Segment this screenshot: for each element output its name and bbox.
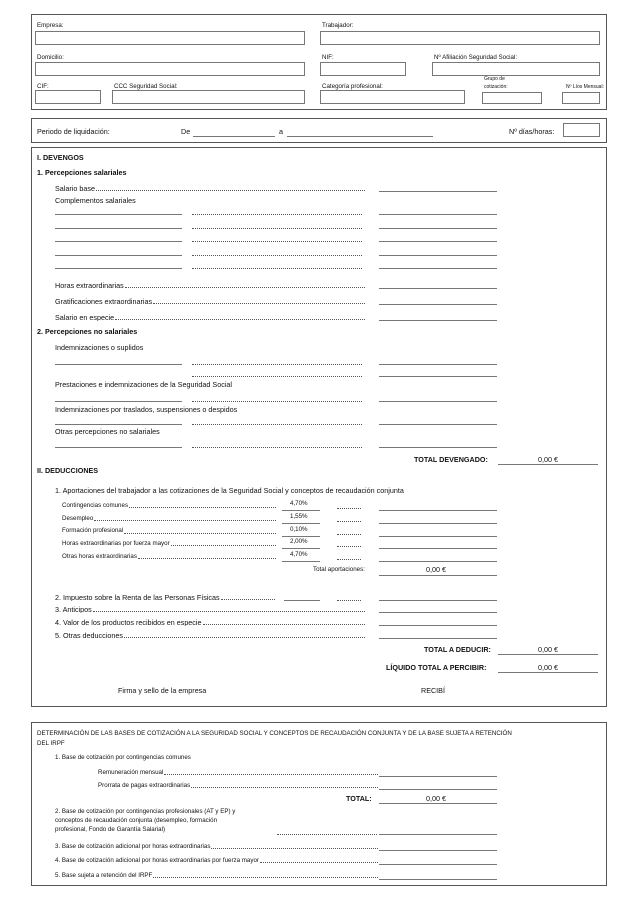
otras-percepciones-name[interactable] — [55, 447, 182, 448]
aportacion-row-dots — [337, 521, 361, 522]
periodo-de-label: De — [181, 127, 191, 136]
aportacion-row-amount[interactable] — [379, 548, 497, 549]
bases-title-l2: DEL IRPF — [37, 740, 65, 747]
remuneracion-amount[interactable] — [379, 776, 497, 777]
liquido-value: 0,00 € — [538, 663, 558, 672]
aportacion-row-pct-line — [282, 548, 320, 549]
horas-extra-amount[interactable] — [379, 288, 497, 289]
salario-base-amount[interactable] — [379, 191, 497, 192]
aportacion-row-amount[interactable] — [379, 536, 497, 537]
base-2-label-l1: 2. Base de cotización por contingencias profesionales (AT y EP) y — [55, 808, 236, 815]
deducciones-title: II. DEDUCCIONES — [37, 466, 99, 475]
anticipos-label: 3. Anticipos — [55, 604, 365, 613]
aportacion-row-label: Contingencias comunes — [62, 501, 276, 509]
base-4-amount[interactable] — [379, 864, 497, 865]
aportacion-row-pct: 2,00% — [290, 538, 308, 546]
otras-deducciones-label: 5. Otras deducciones — [55, 630, 365, 639]
recibi-label: RECIBÍ — [421, 686, 445, 695]
otras-percepciones-amount[interactable] — [379, 447, 497, 448]
complemento-amount-1[interactable] — [379, 214, 497, 215]
base-5-label: 5. Base sujeta a retención del IRPF — [55, 871, 378, 879]
salario-especie-label: Salario en especie — [55, 312, 365, 321]
base-5-amount[interactable] — [379, 879, 497, 880]
prestaciones-amount[interactable] — [379, 401, 497, 402]
base-2-amount[interactable] — [379, 834, 497, 835]
salario-base-label: Salario base — [55, 183, 365, 192]
indemnizaciones-dots-1 — [192, 364, 362, 365]
horas-extra-label: Horas extraordinarias — [55, 280, 365, 289]
bases-total-value: 0,00 € — [426, 794, 446, 803]
salariales-title: 1. Percepciones salariales — [37, 168, 127, 177]
bases-total-line — [379, 803, 497, 804]
bases-total-label: TOTAL: — [346, 794, 372, 803]
total-deducir-value: 0,00 € — [538, 645, 558, 654]
domicilio-label: Domicilio: — [37, 54, 64, 61]
remuneracion-label: Remuneración mensual — [98, 768, 378, 776]
aportaciones-title: 1. Aportaciones del trabajador a las cotizaciones de la Seguridad Social y conceptos de recaudación conjunta — [55, 486, 404, 495]
traslados-dots — [192, 424, 362, 425]
aportacion-row-pct: 1,55% — [290, 512, 308, 520]
aportacion-row-pct: 4,70% — [290, 500, 308, 507]
trabajador-field[interactable] — [320, 31, 600, 45]
base-3-label: 3. Base de cotización adicional por horas extraordinarias — [55, 842, 378, 850]
deduccion-especie-label: 4. Valor de los productos recibidos en especie — [55, 617, 365, 626]
dias-field[interactable] — [563, 123, 600, 137]
prestaciones-dots — [192, 401, 362, 402]
grupo-label-l2: cotización: — [484, 84, 508, 90]
aportacion-row-label: Otras horas extraordinarias — [62, 552, 276, 560]
anticipos-amount[interactable] — [379, 612, 497, 613]
otras-percepciones-label: Otras percepciones no salariales — [55, 427, 160, 436]
cif-label: CIF: — [37, 83, 49, 90]
complemento-amount-3[interactable] — [379, 241, 497, 242]
aportacion-row-amount[interactable] — [379, 561, 497, 562]
irpf-dots — [337, 600, 361, 601]
irpf-pct[interactable] — [284, 600, 320, 601]
base-4-label: 4. Base de cotización adicional por horas extraordinarias por fuerza mayor — [55, 856, 378, 864]
indemnizaciones-name-1[interactable] — [55, 364, 182, 365]
indemnizaciones-dots-2 — [192, 376, 362, 377]
complemento-dots-3 — [192, 241, 362, 242]
aportacion-row-pct-line — [282, 523, 320, 524]
traslados-name[interactable] — [55, 424, 182, 425]
complemento-dots-4 — [192, 255, 362, 256]
indemnizaciones-amount-1[interactable] — [379, 364, 497, 365]
cif-field[interactable] — [35, 90, 101, 104]
complemento-name-1[interactable] — [55, 214, 182, 215]
complemento-amount-5[interactable] — [379, 268, 497, 269]
prestaciones-label: Prestaciones e indemnizaciones de la Seguridad Social — [55, 380, 232, 389]
otras-deducciones-amount[interactable] — [379, 638, 497, 639]
periodo-a-field[interactable] — [287, 136, 433, 137]
no-salariales-title: 2. Percepciones no salariales — [37, 327, 138, 336]
afiliacion-field[interactable] — [432, 62, 600, 76]
trabajador-label: Trabajador: — [322, 22, 354, 29]
antiguedad-field[interactable] — [562, 92, 600, 104]
firma-label: Firma y sello de la empresa — [118, 686, 207, 695]
empresa-field[interactable] — [35, 31, 305, 45]
irpf-amount[interactable] — [379, 600, 497, 601]
gratificaciones-label: Gratificaciones extraordinarias — [55, 296, 365, 305]
ccc-label: CCC Seguridad Social: — [114, 83, 178, 90]
otras-percepciones-dots — [192, 447, 362, 448]
aportacion-row-dots — [337, 546, 361, 547]
afiliacion-label: Nº Afiliación Seguridad Social: — [434, 54, 518, 61]
nif-label: NIF: — [322, 54, 334, 61]
traslados-amount[interactable] — [379, 424, 497, 425]
devengos-title: I. DEVENGOS — [37, 153, 84, 162]
base-3-amount[interactable] — [379, 850, 497, 851]
complementos-label: Complementos salariales — [55, 196, 136, 205]
aportacion-row-dots — [337, 559, 361, 560]
grupo-field[interactable] — [482, 92, 542, 104]
base-2-label-l2: conceptos de recaudación conjunta (desempleo, formación — [55, 817, 218, 824]
aportacion-row-label: Horas extraordinarias por fuerza mayor — [62, 539, 276, 547]
aportacion-row-pct-line — [282, 536, 320, 537]
complemento-amount-2[interactable] — [379, 228, 497, 229]
grupo-label-l1: Grupo de — [484, 76, 505, 82]
aportacion-row-pct-line — [282, 561, 320, 562]
deduccion-especie-amount[interactable] — [379, 625, 497, 626]
complemento-name-4[interactable] — [55, 255, 182, 256]
total-aportaciones-label: Total aportaciones: — [313, 566, 365, 573]
traslados-label: Indemnizaciones por traslados, suspensiones o despidos — [55, 405, 238, 414]
complemento-dots-1 — [192, 214, 362, 215]
periodo-label: Periodo de liquidación: — [37, 127, 110, 136]
aportacion-row-pct-line — [282, 510, 320, 511]
periodo-a-label: a — [279, 127, 283, 136]
prorrata-amount[interactable] — [379, 789, 497, 790]
liquido-line — [498, 672, 598, 673]
empresa-label: Empresa: — [37, 22, 64, 29]
complemento-name-3[interactable] — [55, 241, 182, 242]
complemento-name-2[interactable] — [55, 228, 182, 229]
categoria-field[interactable] — [320, 90, 465, 104]
antiguedad-label: Nº Líos Mensual: — [566, 84, 604, 90]
salario-especie-amount[interactable] — [379, 320, 497, 321]
aportacion-row-pct: 0,10% — [290, 525, 308, 533]
aportacion-row-amount[interactable] — [379, 523, 497, 524]
complemento-dots-5 — [192, 268, 362, 269]
complemento-amount-4[interactable] — [379, 255, 497, 256]
aportacion-row-dots — [337, 508, 361, 509]
complemento-name-5[interactable] — [55, 268, 182, 269]
aportacion-row-pct: 4,70% — [290, 551, 308, 559]
liquido-label: LÍQUIDO TOTAL A PERCIBIR: — [386, 663, 487, 672]
ccc-field[interactable] — [112, 90, 305, 104]
categoria-label: Categoría profesional: — [322, 83, 383, 90]
aportacion-row-label: Desempleo — [62, 514, 276, 522]
base-1-label: 1. Base de cotización por contingencias comunes — [55, 754, 191, 761]
total-devengado-value: 0,00 € — [538, 455, 558, 464]
domicilio-field[interactable] — [35, 62, 305, 76]
base-2-label-l3: profesional, Fondo de Garantía Salarial) — [55, 826, 166, 833]
base-2-dots — [277, 834, 377, 835]
indemnizaciones-label: Indemnizaciones o suplidos — [55, 343, 144, 352]
total-aportaciones-value: 0,00 € — [426, 565, 446, 574]
total-deducir-label: TOTAL A DEDUCIR: — [424, 645, 491, 654]
total-deducir-line — [498, 654, 598, 655]
periodo-de-field[interactable] — [193, 136, 275, 137]
indemnizaciones-amount-2[interactable] — [379, 376, 497, 377]
aportacion-row-amount[interactable] — [379, 510, 497, 511]
aportacion-row-label: Formación profesional — [62, 527, 276, 535]
prestaciones-name[interactable] — [55, 401, 182, 402]
prorrata-label: Prorrata de pagas extraordinarias — [98, 781, 378, 789]
aportacion-row-dots — [337, 534, 361, 535]
irpf-label: 2. Impuesto sobre la Renta de las Personas Físicas — [55, 592, 275, 601]
dias-label: Nº días/horas: — [509, 127, 555, 136]
gratificaciones-amount[interactable] — [379, 304, 497, 305]
bases-title-l1: DETERMINACIÓN DE LAS BASES DE COTIZACIÓN A LA SEGURIDAD SOCIAL Y CONCEPTOS DE RECAUDACIÓN CONJUNTA Y DE LA BASE SUJETA A RETENCIÓN — [37, 730, 512, 737]
total-devengado-line — [498, 464, 598, 465]
total-devengado-label: TOTAL DEVENGADO: — [414, 455, 488, 464]
nif-field[interactable] — [320, 62, 406, 76]
total-aportaciones-line — [379, 575, 497, 576]
complemento-dots-2 — [192, 228, 362, 229]
